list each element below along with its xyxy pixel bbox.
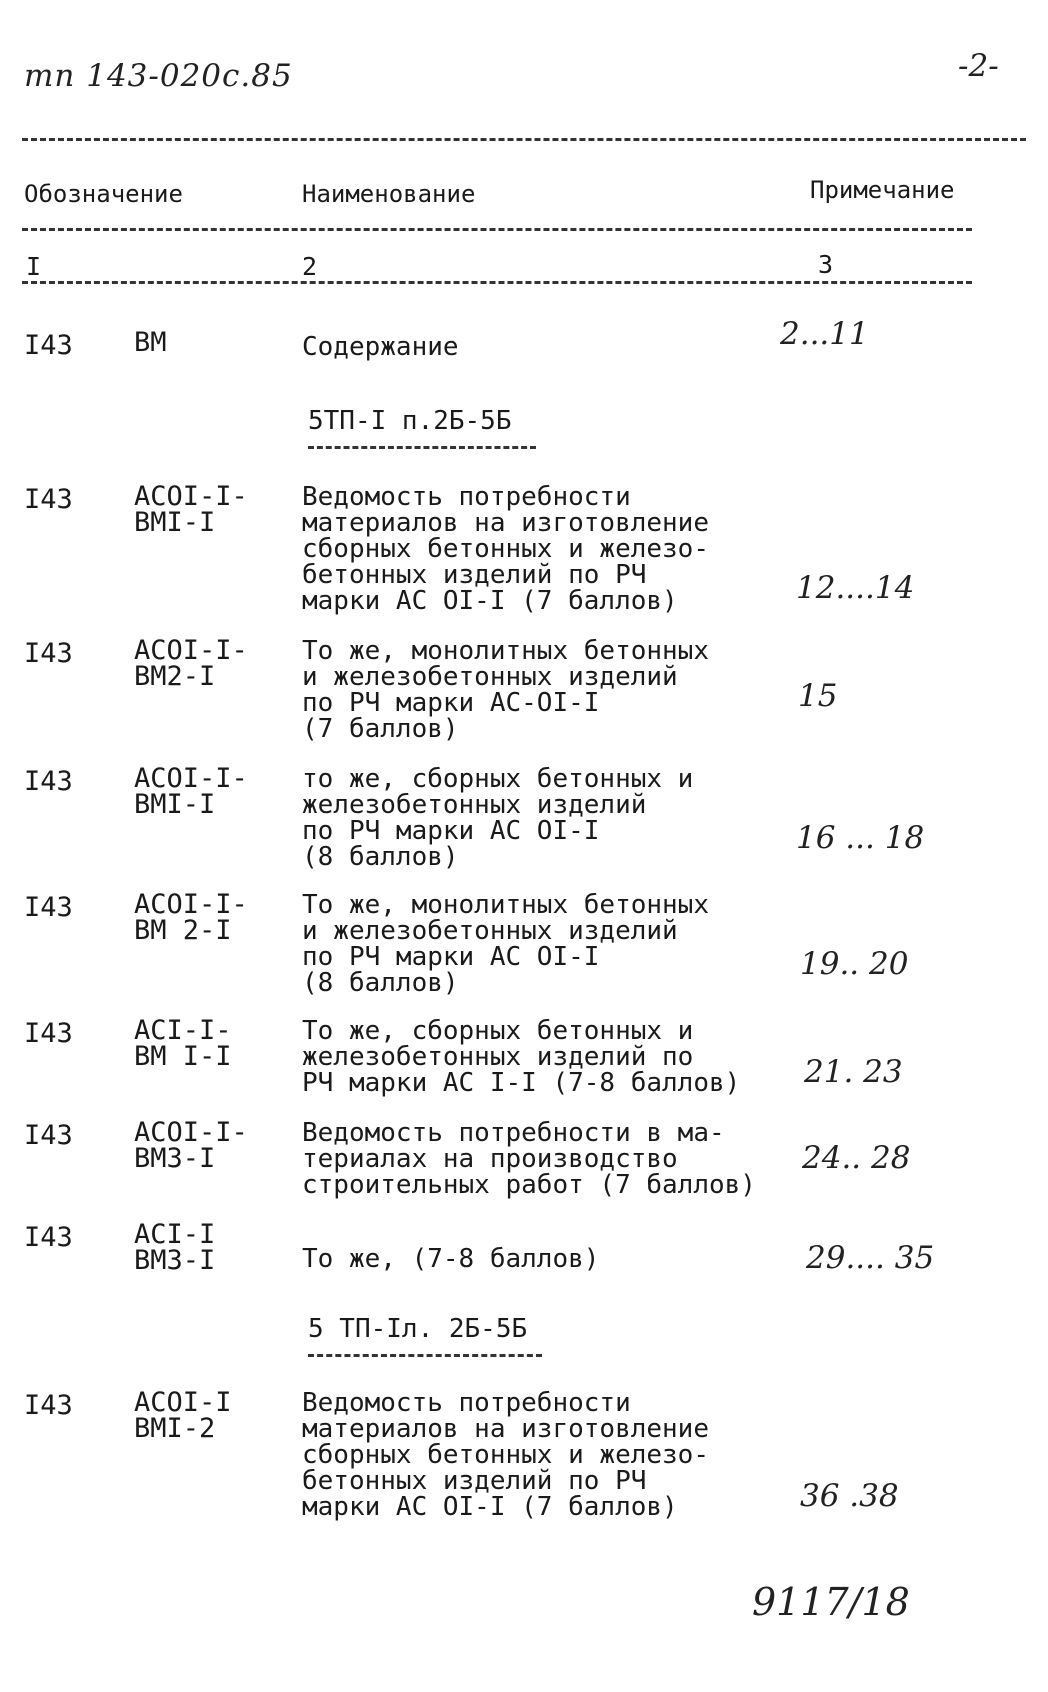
row-series: I43 — [24, 1222, 73, 1253]
row-code: АСI-I- ВМ I-I — [134, 1015, 232, 1072]
archive-stamp-number: 9117/18 — [752, 1580, 910, 1624]
row-series: I43 — [24, 484, 73, 515]
row-name: То же, монолитных бетонных и железобетонных изделий по РЧ марки АС-ОI-I (7 баллов) — [302, 636, 709, 744]
row-series: I43 — [24, 1390, 73, 1421]
row-note: 2...11 — [780, 316, 869, 352]
row-code: ВМ — [134, 327, 167, 358]
row-name: Содержание — [302, 332, 459, 362]
row-series: I43 — [24, 1018, 73, 1049]
row-name: Ведомость потребности материалов на изготовление сборных бетонных и железо- бетонных изделий по РЧ марки АС ОI-I (7 баллов) — [302, 482, 709, 616]
row-code: АСОI-I- ВМI-I — [134, 481, 248, 538]
page-number: -2- — [958, 48, 999, 84]
document-code: тп 143-020с.85 — [24, 58, 293, 94]
row-note: 12....14 — [796, 570, 915, 606]
row-note: 15 — [798, 678, 838, 714]
row-note: 24.. 28 — [802, 1140, 911, 1176]
row-note: 29.... 35 — [806, 1240, 935, 1276]
row-name: То же, сборных бетонных и железобетонных изделий по РЧ марки АС I-I (7-8 баллов) — [302, 1016, 741, 1098]
section-title: 5 ТП-Iл. 2Б-5Б — [308, 1314, 528, 1344]
row-code: АСОI-I ВМI-2 — [134, 1387, 232, 1444]
row-series: I43 — [24, 638, 73, 669]
row-code: АСI-I ВМЗ-I — [134, 1219, 216, 1276]
column-index-1: I — [26, 252, 42, 281]
row-name: То же, монолитных бетонных и железобетонных изделий по РЧ марки АС ОI-I (8 баллов) — [302, 890, 709, 998]
row-note: 36 .38 — [800, 1478, 899, 1514]
column-header-note: Примечание — [810, 176, 955, 204]
row-series: I43 — [24, 1120, 73, 1151]
row-code: АСОI-I- ВМ 2-I — [134, 889, 248, 946]
column-header-designation: Обозначение — [24, 180, 183, 208]
row-note: 16 ... 18 — [796, 820, 925, 856]
row-code: АСОI-I- ВМ2-I — [134, 635, 248, 692]
section-underline — [308, 446, 536, 449]
section-underline — [308, 1354, 542, 1357]
row-code: АСОI-I- ВМЗ-I — [134, 1117, 248, 1174]
row-series: I43 — [24, 766, 73, 797]
row-series: I43 — [24, 892, 73, 923]
column-index-3: 3 — [818, 250, 834, 279]
column-header-name: Наименование — [302, 180, 476, 208]
row-name: Ведомость потребности материалов на изготовление сборных бетонных и железо- бетонных изделий по РЧ марки АС ОI-I (7 баллов) — [302, 1388, 709, 1522]
section-title: 5ТП-I п.2Б-5Б — [308, 406, 512, 436]
top-divider — [22, 138, 1026, 141]
header-divider — [22, 228, 972, 231]
index-divider — [22, 281, 972, 284]
row-code: АСОI-I- ВМI-I — [134, 763, 248, 820]
column-index-2: 2 — [302, 252, 318, 281]
row-note: 19.. 20 — [800, 946, 909, 982]
row-name: Ведомость потребности в ма- териалах на производство строительных работ (7 баллов) — [302, 1118, 756, 1200]
row-note: 21. 23 — [804, 1054, 903, 1090]
row-series: I43 — [24, 330, 73, 361]
row-name: то же, сборных бетонных и железобетонных изделий по РЧ марки АС ОI-I (8 баллов) — [302, 764, 694, 872]
row-name: То же, (7-8 баллов) — [302, 1244, 600, 1274]
